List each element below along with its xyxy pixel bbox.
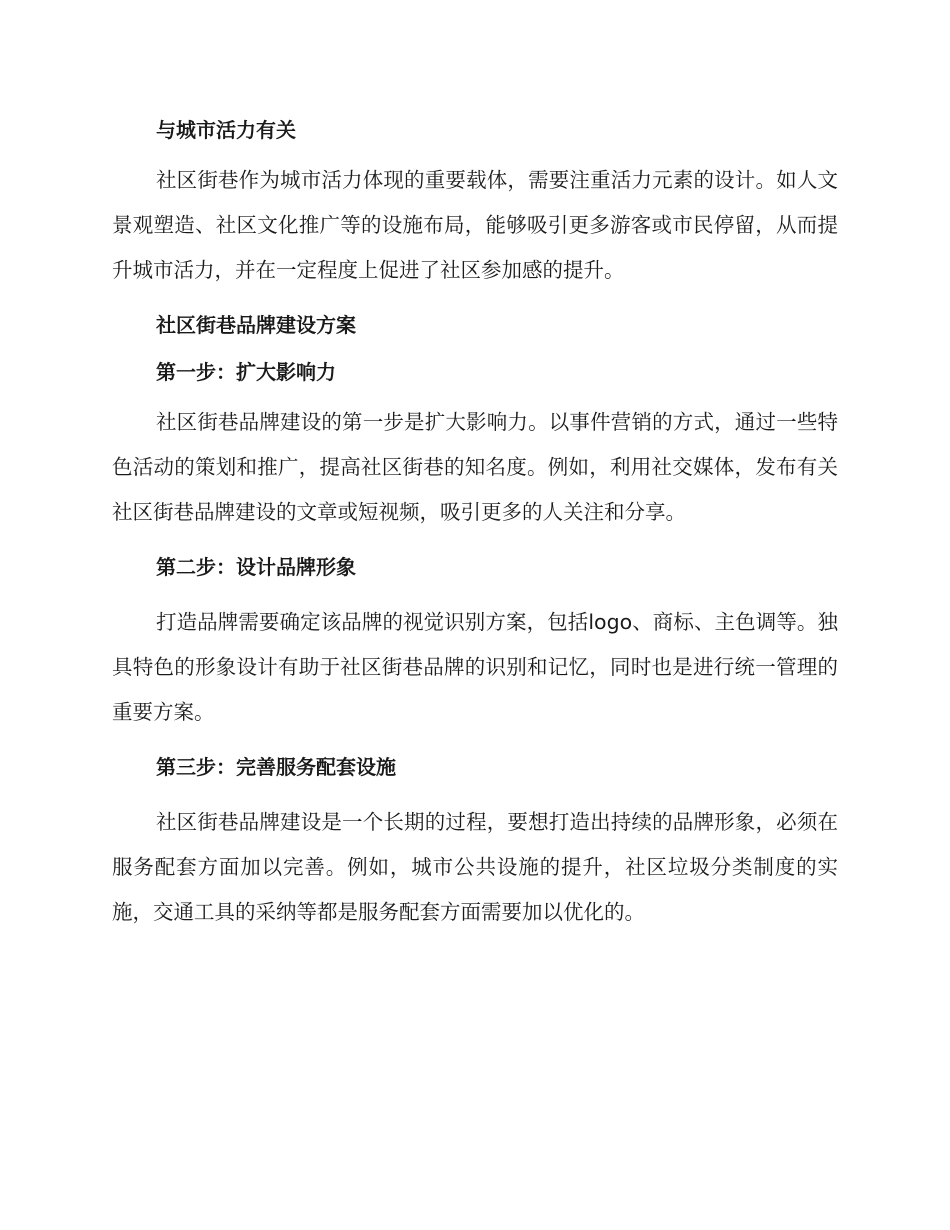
section-heading-brand-plan: 社区街巷品牌建设方案 [156,313,356,337]
paragraph-step-three: 社区街巷品牌建设是一个长期的过程，要想打造出持续的品牌形象，必须在服务配套方面加以完善。例如，城市公共设施的提升，社区垃圾分类制度的实施，交通工具的采纳等都是服务配套方面需要加以优化的。 [112,810,838,924]
section-heading-step-two: 第二步：设计品牌形象 [156,555,356,579]
section-heading-step-three: 第三步：完善服务配套设施 [156,755,396,779]
paragraph-step-one: 社区街巷品牌建设的第一步是扩大影响力。以事件营销的方式，通过一些特色活动的策划和推广，提高社区街巷的知名度。例如，利用社交媒体，发布有关社区街巷品牌建设的文章或短视频，吸引更多的人关注和分享。 [112,410,838,524]
section-heading-step-one: 第一步：扩大影响力 [156,360,336,384]
paragraph-city-vitality: 社区街巷作为城市活力体现的重要载体，需要注重活力元素的设计。如人文景观塑造、社区文化推广等的设施布局，能够吸引更多游客或市民停留，从而提升城市活力，并在一定程度上促进了社区参加感的提升。 [112,168,838,282]
section-heading-city-vitality: 与城市活力有关 [156,118,296,142]
paragraph-step-two: 打造品牌需要确定该品牌的视觉识别方案，包括logo、商标、主色调等。独具特色的形象设计有助于社区街巷品牌的识别和记忆，同时也是进行统一管理的重要方案。 [112,610,838,724]
